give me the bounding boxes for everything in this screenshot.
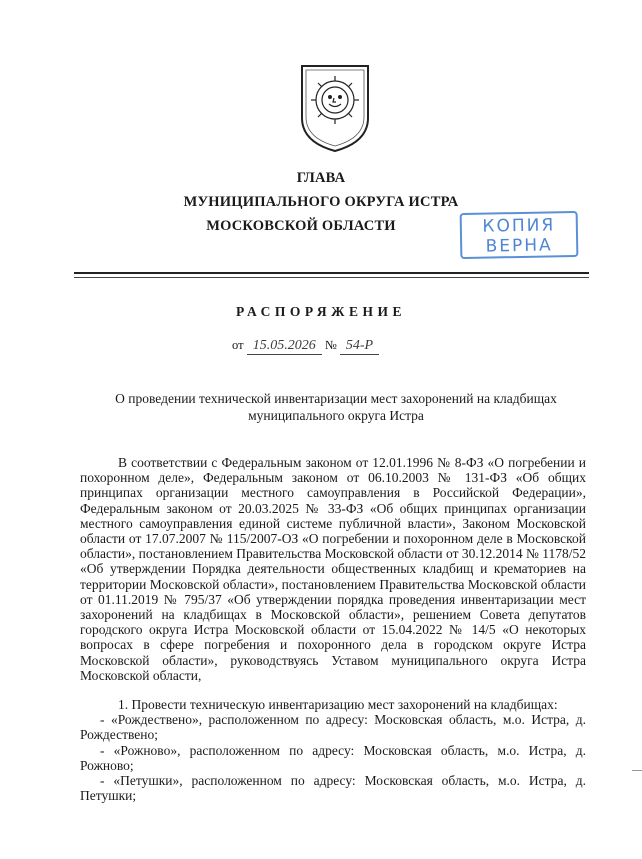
coat-of-arms-emblem [298, 62, 372, 154]
location-item: - «Рождествено», расположенном по адресу: Московская область, м.о. Истра, д. Рождествено; [80, 712, 586, 743]
date-number-line [232, 338, 379, 355]
handwritten-date: 15.05.2026 [247, 338, 322, 355]
item-1-paragraph: 1. Провести техническую инвентаризацию мест захоронений на кладбищах: [118, 697, 558, 713]
number-label: № [324, 338, 337, 352]
header-title-line2: МУНИЦИПАЛЬНОГО ОКРУГА ИСТРА [183, 194, 459, 210]
document-title: РАСПОРЯЖЕНИЕ [235, 304, 407, 319]
copy-verified-stamp [460, 211, 579, 259]
header-title-line1: ГЛАВА [296, 170, 346, 186]
preamble-paragraph: В соответствии с Федеральным законом от 12.01.1996 № 8-ФЗ «О погребении и похоронном деле», Федеральным законом от 06.10.2003 № 131-ФЗ «Об общих принципах организации местного самоуправления в Российской Федерации», Федеральным законом от 20.03.2025 № 33-ФЗ «Об общих принципах организации местного самоуправления единой системе публичной власти», Законом Московской области от 17.07.2007 № 115/2007-ОЗ «О погребении и похоронном деле в Московской области», постановлением Правительства Московской области от 30.12.2014 № 1178/52 «Об утверждении Порядка деятельности общественных кладбищ и крематориев на территории Московской области», постановлением Правительства Московской области от 01.11.2019 № 795/37 «Об утверждении порядка проведения инвентаризации мест захоронений на кладбищах в Московской области», решением Совета депутатов городского округа Истра Московской области от 15.04.2022 № 14/5 «О некоторых вопросах в сфере погребения и похоронного дела в городском округе Истра Московской области», руководствуясь Уставом муниципального округа Истра Московской области, [80, 455, 586, 683]
scan-edge-mark [632, 770, 642, 772]
from-label: от [232, 338, 244, 352]
header-rule-thick [74, 272, 589, 274]
document-body [80, 455, 586, 803]
stamp-line2: ВЕРНА [485, 235, 553, 257]
document-subject: О проведении технической инвентаризации мест захоронений на кладбищах муниципального округа Истра [115, 391, 557, 423]
header-rule-thin [74, 277, 589, 278]
location-item: - «Петушки», расположенном по адресу: Московская область, м.о. Истра, д. Петушки; [80, 773, 586, 804]
location-item: - «Рожново», расположенном по адресу: Московская область, м.о. Истра, д. Рожново; [80, 742, 586, 773]
header-title-line3: МОСКОВСКОЙ ОБЛАСТИ [206, 218, 396, 234]
stamp-line1: КОПИЯ [482, 215, 556, 237]
handwritten-number: 54-Р [340, 338, 379, 355]
